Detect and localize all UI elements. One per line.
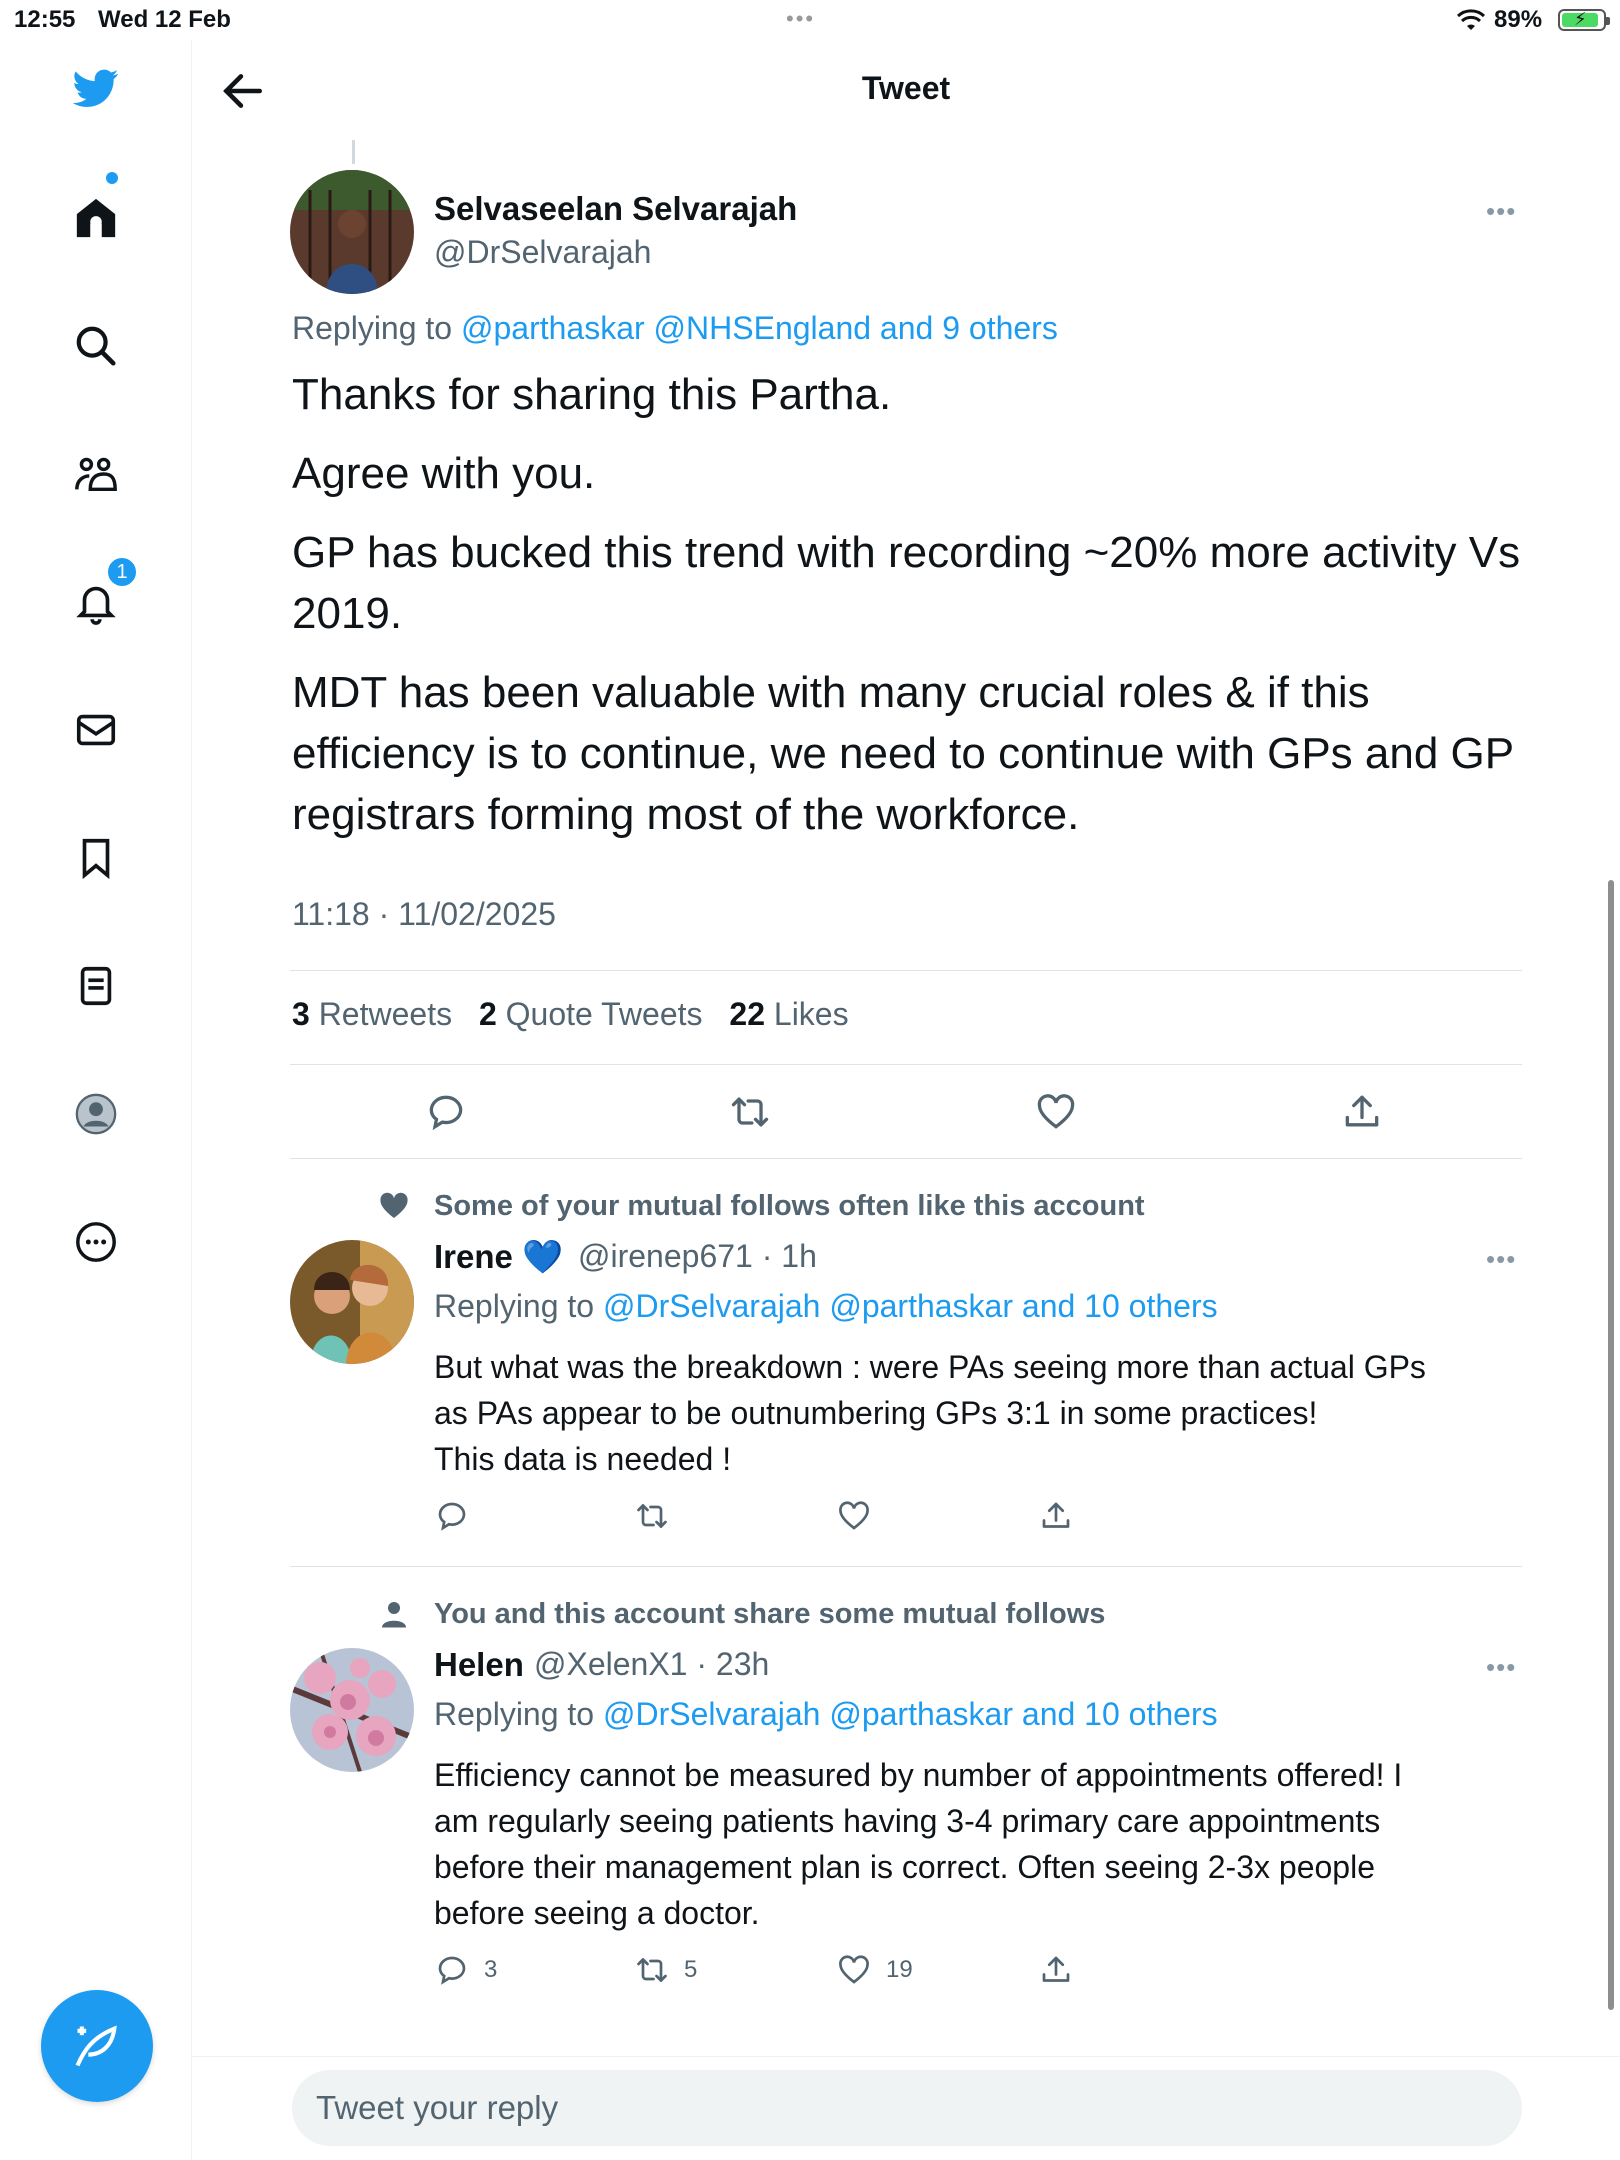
like-heart-icon[interactable] (1034, 1090, 1078, 1134)
reply-more-icon[interactable]: ••• (1486, 1244, 1517, 1274)
author-avatar[interactable] (290, 170, 414, 294)
tweet-timestamp[interactable]: 11:18 · 11/02/2025 (292, 896, 556, 932)
quote-tweets-stat[interactable]: 2 Quote Tweets (478, 996, 703, 1032)
reply-avatar[interactable] (290, 1240, 414, 1364)
divider (290, 1566, 1522, 1567)
replying-to (292, 310, 1058, 347)
reply-like-button[interactable] (836, 1498, 886, 1534)
status-bar (0, 0, 1620, 40)
divider (290, 1064, 1522, 1065)
reply-composer-input[interactable]: Tweet your reply (292, 2070, 1522, 2146)
tweet-stats (292, 996, 867, 1033)
like-heart-icon (836, 1952, 872, 1988)
reply-author-name[interactable]: Helen (434, 1646, 524, 1683)
reply-retweet-button[interactable]: 5 (634, 1952, 697, 1988)
reply-text: Efficiency cannot be measured by number of appointments offered! I am regularly seeing patients having 3-4 primary care appointments before their management plan is correct. Often seeing 2-3x people before seeing a doctor. (434, 1757, 1403, 1931)
reply-author-name[interactable]: Irene 💙 (434, 1238, 564, 1275)
home-icon[interactable] (70, 192, 122, 244)
reply-icon (434, 1952, 470, 1988)
divider (290, 1158, 1522, 1159)
social-person-icon (376, 1596, 412, 1632)
retweet-icon (634, 1952, 670, 1988)
tweet-paragraph: Agree with you. (292, 449, 596, 498)
status-time: 12:55 (14, 6, 76, 33)
reply-retweet-button[interactable] (634, 1498, 684, 1534)
reply-text: But what was the breakdown : were PAs seeing more than actual GPs as PAs appear to be outnumbering GPs 3:1 in some practices! This data is needed ! (434, 1349, 1426, 1477)
wifi-icon (1456, 8, 1486, 32)
author-handle[interactable]: @DrSelvarajah (434, 234, 652, 270)
tweet-paragraph: Thanks for sharing this Partha. (292, 370, 892, 419)
sidebar-nav (0, 40, 192, 2160)
reply-handle-time[interactable]: @XelenX1 · 23h (534, 1646, 770, 1682)
reply-replying-to: Replying to @DrSelvarajah @parthaskar and 10 others (434, 1288, 1218, 1324)
lists-icon[interactable] (70, 960, 122, 1012)
replying-to-prefix: Replying to (292, 310, 461, 346)
communities-icon[interactable] (70, 448, 122, 500)
compose-feather-icon (71, 2020, 123, 2072)
tweet-paragraph: GP has bucked this trend with recording ~20% more activity Vs 2019. (292, 528, 1521, 638)
share-icon (1038, 1498, 1074, 1534)
social-context: Some of your mutual follows often like this account (434, 1190, 1145, 1222)
replying-to-links[interactable]: @parthaskar @NHSEngland and 9 others (460, 310, 1058, 346)
thread-line (352, 140, 355, 164)
reply-icon (434, 1498, 470, 1534)
tweet-paragraph: MDT has been valuable with many crucial roles & if this efficiency is to continue, we need to continue with GPs and GP registrars forming most of the workforce. (292, 668, 1514, 839)
author-name[interactable]: Selvaseelan Selvarajah (434, 190, 798, 227)
retweets-stat[interactable]: 3 Retweets (292, 996, 453, 1032)
scrollbar[interactable] (1608, 880, 1614, 2010)
more-options-icon[interactable] (70, 1216, 122, 1268)
reply-share-button[interactable] (1038, 1498, 1088, 1534)
home-unread-dot (106, 172, 118, 184)
multitasking-dots-icon[interactable]: ••• (786, 6, 816, 31)
charging-bolt-icon: ⚡ (1574, 9, 1587, 29)
social-heart-icon (376, 1188, 412, 1224)
divider (290, 970, 1522, 971)
tweet-more-icon[interactable]: ••• (1486, 196, 1517, 226)
share-icon (1038, 1952, 1074, 1988)
messages-mail-icon[interactable] (70, 704, 122, 756)
replying-to-links[interactable]: @DrSelvarajah @parthaskar and 10 others (602, 1696, 1218, 1732)
reply-more-icon[interactable]: ••• (1486, 1652, 1517, 1682)
profile-avatar-icon[interactable] (70, 1088, 122, 1140)
search-icon[interactable] (70, 320, 122, 372)
battery-percent: 89% (1494, 6, 1543, 33)
blue-heart-emoji: 💙 (522, 1238, 564, 1275)
reply-replying-to: Replying to @DrSelvarajah @parthaskar and 10 others (434, 1696, 1218, 1732)
reply-icon[interactable] (424, 1090, 468, 1134)
replying-to-links[interactable]: @DrSelvarajah @parthaskar and 10 others (602, 1288, 1218, 1324)
reply-reply-button[interactable]: 3 (434, 1952, 497, 1988)
retweet-icon[interactable] (728, 1090, 772, 1134)
like-heart-icon (836, 1498, 872, 1534)
tweet-text (292, 364, 1532, 863)
composer-divider (192, 2056, 1620, 2057)
reply-reply-button[interactable] (434, 1498, 484, 1534)
page-title: Tweet (861, 70, 951, 106)
reply-avatar[interactable] (290, 1648, 414, 1772)
social-context: You and this account share some mutual follows (434, 1598, 1106, 1630)
retweet-icon (634, 1498, 670, 1534)
status-date: Wed 12 Feb (98, 6, 231, 33)
share-icon[interactable] (1340, 1090, 1384, 1134)
compose-tweet-button[interactable] (41, 1990, 153, 2102)
reply-share-button[interactable] (1038, 1952, 1088, 1988)
reply-handle-time[interactable]: @irenep671 · 1h (578, 1238, 817, 1274)
bookmark-icon[interactable] (70, 832, 122, 884)
likes-stat[interactable]: 22 Likes (729, 996, 849, 1032)
notification-badge: 1 (106, 556, 138, 588)
battery-icon (1558, 9, 1606, 31)
reply-like-button[interactable]: 19 (836, 1952, 913, 1988)
